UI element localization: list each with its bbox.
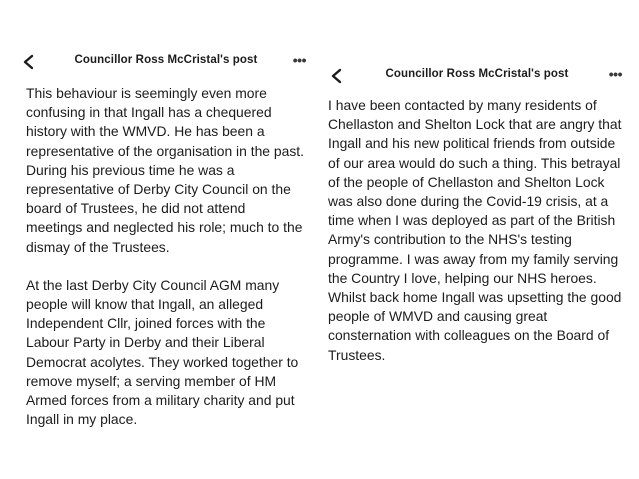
post-paragraph: This behaviour is seemingly even more confusing in that Ingall has a chequered history with the WMVD. He has been a representative of the organisation in the past. During his previous time he was a representative of Derby City Council on the board of Trustees, he did not attend meetings and neglected his role; much to the dismay of the Trustees. xyxy=(26,85,304,255)
post-header-title: Councillor Ross McCristal's post xyxy=(385,68,569,80)
more-options-icon[interactable]: ••• xyxy=(608,66,622,82)
post-header xyxy=(318,64,636,90)
post-header-title: Councillor Ross McCristal's post xyxy=(74,54,258,66)
post-header xyxy=(10,50,310,76)
right-post-panel xyxy=(318,64,636,464)
more-options-icon[interactable]: ••• xyxy=(292,52,306,68)
left-post-panel xyxy=(10,50,310,470)
post-paragraph: I have been contacted by many residents of Chellaston and Shelton Lock that are angry that Ingall and his new political friends from outside of our area would do such a thing. This betrayal of the people of Chellaston and Shelton Lock was also done during the Covid-19 crisis, at a time when I was deployed as part of the British Army's contribution to the NHS's testing programme. I was away from my family serving the Country I love, helping our NHS heroes. Whilst back home Ingall was upsetting the good people of WMVD and causing great consternation with colleagues on the Board of Trustees. xyxy=(328,97,622,363)
post-body xyxy=(10,76,310,429)
post-body xyxy=(318,90,636,365)
post-paragraph: At the last Derby City Council AGM many people will know that Ingall, an alleged Independent Cllr, joined forces with the Labour Party in Derby and their Liberal Democrat acolytes. They worked together to remove myself; a serving member of HM Armed forces from a military charity and put Ingall in my place. xyxy=(26,276,299,428)
